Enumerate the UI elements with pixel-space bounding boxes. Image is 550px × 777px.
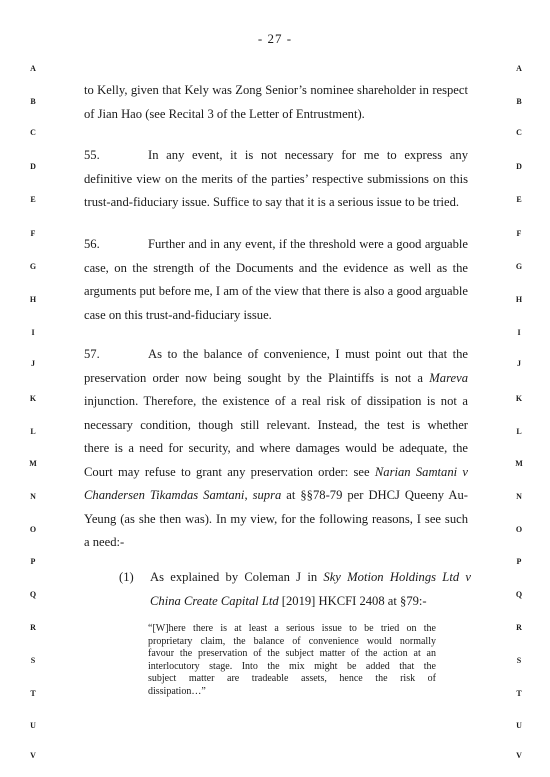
paragraph-line: case, on the strength of the Documents and the evidence as well as the: [84, 260, 468, 275]
margin-letter: O: [515, 525, 523, 534]
margin-letter: S: [516, 656, 522, 665]
subparagraph-line: [150, 566, 471, 590]
paragraph-line: of Jian Hao (see Recital 3 of the Letter of Entrustment).: [84, 106, 365, 121]
margin-letter: D: [516, 162, 522, 171]
margin-letter: F: [516, 229, 522, 238]
paragraph-line: necessary condition, though still relevant. Instead, the test is whether: [84, 417, 468, 432]
margin-letter: O: [29, 525, 37, 534]
subparagraph-text-run: [2019] HKCFI 2408 at §79:-: [278, 593, 427, 608]
right-margin-letters: [512, 0, 526, 777]
margin-letter: R: [30, 623, 36, 632]
margin-letter: J: [517, 359, 521, 368]
margin-letter: L: [516, 427, 522, 436]
paragraph-line: to Kelly, given that Kely was Zong Senior’s nominee shareholder in respect: [84, 83, 468, 97]
paragraph-line: Yeung (as she then was). In my view, for the following reasons, I see such: [84, 511, 468, 526]
subparagraph-label: (1): [119, 570, 134, 584]
margin-letter: V: [30, 751, 36, 760]
quote-line: interlocutory stage. Into the mix might be added that the: [148, 660, 436, 672]
paragraph-line: injunction. Therefore, the existence of a real risk of dissipation is not a: [84, 394, 468, 408]
margin-letter: G: [515, 262, 523, 271]
margin-letter: D: [30, 162, 36, 171]
margin-letter: U: [30, 721, 36, 730]
margin-letter: U: [516, 721, 522, 730]
margin-letter: S: [30, 656, 36, 665]
paragraph-continuation: [84, 79, 468, 126]
case-name: Sky Motion Holdings Ltd v: [323, 570, 471, 584]
paragraph-57: [84, 343, 468, 555]
paragraph-first-line: [84, 144, 468, 168]
paragraph-line: In any event, it is not necessary for me to express any: [148, 148, 468, 162]
margin-letter: J: [31, 359, 35, 368]
margin-letter: E: [516, 195, 522, 204]
subparagraph-1: [119, 566, 471, 616]
margin-letter: B: [516, 97, 522, 106]
paragraph-line: trust-and-fiduciary issue. Suffice to say that it is a serious issue to be tried.: [84, 195, 460, 209]
margin-letter: F: [30, 229, 36, 238]
margin-letter: B: [30, 97, 36, 106]
margin-letter: P: [516, 557, 522, 566]
margin-letter: L: [30, 427, 36, 436]
subparagraph-line: [150, 590, 471, 614]
margin-letter: K: [515, 394, 523, 403]
paragraph-55: [84, 144, 468, 215]
paragraph-first-line: [84, 343, 468, 367]
margin-letter: Q: [29, 590, 37, 599]
block-quote: [148, 623, 436, 699]
quote-line: “[W]here there is at least a serious issue to be tried on the: [148, 623, 436, 634]
margin-letter: M: [29, 459, 37, 468]
paragraph-line: case on this trust-and-fiduciary issue.: [84, 307, 272, 322]
subparagraph-text: [150, 566, 471, 613]
margin-letter: N: [516, 492, 522, 501]
margin-letter: G: [29, 262, 37, 271]
paragraph-56: [84, 233, 468, 327]
paragraph-line: As to the balance of convenience, I must point out that the: [148, 347, 468, 361]
margin-letter: T: [516, 689, 522, 698]
margin-letter: H: [29, 295, 37, 304]
page-number: - 27 -: [257, 31, 293, 46]
paragraph-line: preservation order now being sought by the Plaintiffs is not a Mareva: [84, 370, 468, 385]
paragraph-line: arguments put before me, I am of the view that there is also a good arguable: [84, 284, 468, 298]
paragraph-number: 55.: [84, 148, 100, 162]
paragraph-number: 57.: [84, 347, 100, 361]
case-name: China Create Capital Ltd: [150, 593, 279, 608]
margin-letter: I: [517, 328, 521, 337]
margin-letter: M: [515, 459, 523, 468]
margin-letter: T: [30, 689, 36, 698]
quote-line: subject matter are tradeable assets, hence the risk of: [148, 673, 436, 685]
quote-line: proprietary claim, the balance of convenience would normally: [148, 635, 436, 647]
margin-letter: K: [29, 394, 37, 403]
paragraph-line: Further and in any event, if the threshold were a good arguable: [148, 237, 468, 251]
left-margin-letters: [26, 0, 40, 777]
paragraph-line: a need:-: [84, 535, 125, 549]
margin-letter: R: [516, 623, 522, 632]
margin-letter: I: [31, 328, 35, 337]
subparagraph-text-run: As explained by Coleman J in: [150, 570, 324, 584]
margin-letter: A: [30, 64, 36, 73]
paragraph-number: 56.: [84, 237, 100, 251]
paragraph-line: definitive view on the merits of the parties’ respective submissions on this: [84, 171, 468, 186]
paragraph-first-line: [84, 233, 468, 257]
quote-line: favour the preservation of the subject matter of the action at an: [148, 648, 436, 660]
margin-letter: C: [516, 128, 522, 137]
margin-letter: N: [30, 492, 36, 501]
quote-line: dissipation…”: [148, 685, 206, 697]
margin-letter: V: [516, 751, 522, 760]
margin-letter: H: [515, 295, 523, 304]
margin-letter: P: [30, 557, 36, 566]
paragraph-line: there is a need for security, and where damages would be adequate, the: [84, 441, 468, 455]
paragraph-line: Court may refuse to grant any preservation order: see Narian Samtani v: [84, 464, 469, 479]
margin-letter: C: [30, 128, 36, 137]
margin-letter: Q: [515, 590, 523, 599]
paragraph-line: Chandersen Tikamdas Samtani, supra at §§78-79 per DHCJ Queeny Au-: [84, 488, 468, 502]
margin-letter: A: [516, 64, 522, 73]
margin-letter: E: [30, 195, 36, 204]
